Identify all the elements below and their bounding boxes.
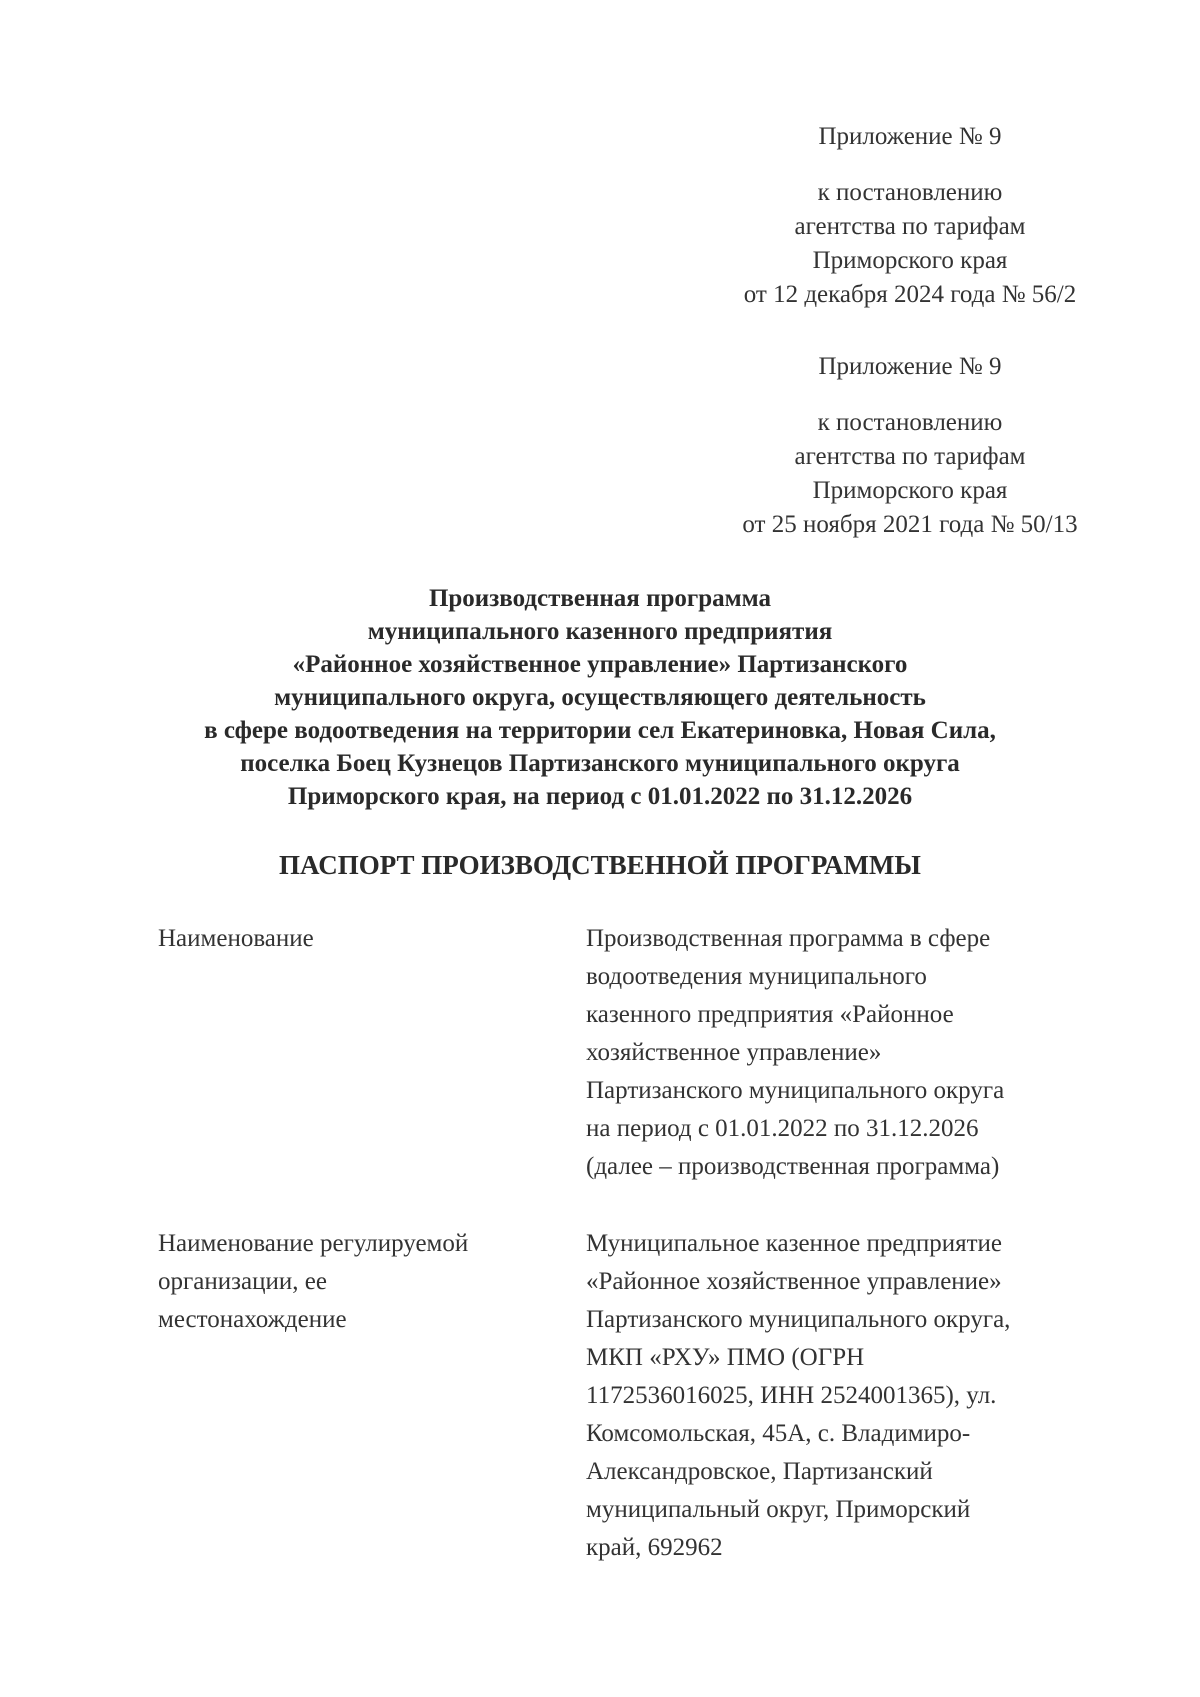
value-line: на период с 01.01.2022 по 31.12.2026: [586, 1115, 979, 1142]
appendix-date-line: от 25 ноября 2021 года № 50/13: [742, 511, 1078, 538]
label-line: местонахождение: [158, 1306, 347, 1333]
value-line: водоотведения муниципального: [586, 963, 927, 990]
value-line: Александровское, Партизанский: [586, 1458, 933, 1485]
passport-row-value: [586, 920, 1086, 1186]
value-line: казенного предприятия «Районное: [586, 1001, 954, 1028]
appendix-line: Приморского края: [812, 477, 1008, 504]
passport-heading: ПАСПОРТ ПРОИЗВОДСТВЕННОЙ ПРОГРАММЫ: [279, 850, 921, 880]
passport-row-value: [586, 1225, 1086, 1567]
value-line: Комсомольская, 45А, с. Владимиро-: [586, 1420, 971, 1447]
program-title: [100, 582, 1100, 813]
passport-row-label: [158, 1225, 558, 1339]
appendix-line: агентства по тарифам: [794, 443, 1026, 470]
appendix-date-line: от 12 декабря 2024 года № 56/2: [743, 281, 1077, 308]
label-line: организации, ее: [158, 1268, 327, 1295]
label-line: Наименование: [158, 925, 314, 952]
value-line: Производственная программа в сфере: [586, 925, 991, 952]
passport-row-label: [158, 920, 558, 958]
value-line: муниципальный округ, Приморский: [586, 1496, 971, 1523]
appendix-line: агентства по тарифам: [794, 213, 1026, 240]
title-line: поселка Боец Кузнецов Партизанского муниципального округа: [240, 750, 960, 777]
appendix-heading: Приложение № 9: [818, 123, 1002, 150]
title-line: муниципального казенного предприятия: [367, 618, 833, 645]
value-line: «Районное хозяйственное управление»: [586, 1268, 1002, 1295]
appendix-line: к постановлению: [817, 409, 1003, 436]
label-line: Наименование регулируемой: [158, 1230, 469, 1257]
appendix-block-current: [690, 120, 1130, 312]
value-line: (далее – производственная программа): [586, 1153, 1000, 1180]
value-line: МКП «РХУ» ПМО (ОГРН: [586, 1344, 865, 1371]
value-line: Партизанского муниципального округа: [586, 1077, 1005, 1104]
value-line: хозяйственное управление»: [586, 1039, 882, 1066]
title-line: в сфере водоотведения на территории сел Екатериновка, Новая Сила,: [204, 717, 996, 744]
title-line: Приморского края, на период с 01.01.2022 по 31.12.2026: [287, 783, 913, 810]
appendix-block-original: [690, 350, 1130, 542]
title-line: «Районное хозяйственное управление» Партизанского: [292, 651, 908, 678]
appendix-heading: Приложение № 9: [818, 353, 1002, 380]
appendix-line: Приморского края: [812, 247, 1008, 274]
value-line: 1172536016025, ИНН 2524001365), ул.: [586, 1382, 997, 1409]
title-line: муниципального округа, осуществляющего деятельность: [274, 684, 926, 711]
value-line: Муниципальное казенное предприятие: [586, 1230, 1002, 1257]
value-line: Партизанского муниципального округа,: [586, 1306, 1011, 1333]
value-line: край, 692962: [586, 1534, 723, 1561]
appendix-line: к постановлению: [817, 179, 1003, 206]
title-line: Производственная программа: [428, 585, 772, 612]
